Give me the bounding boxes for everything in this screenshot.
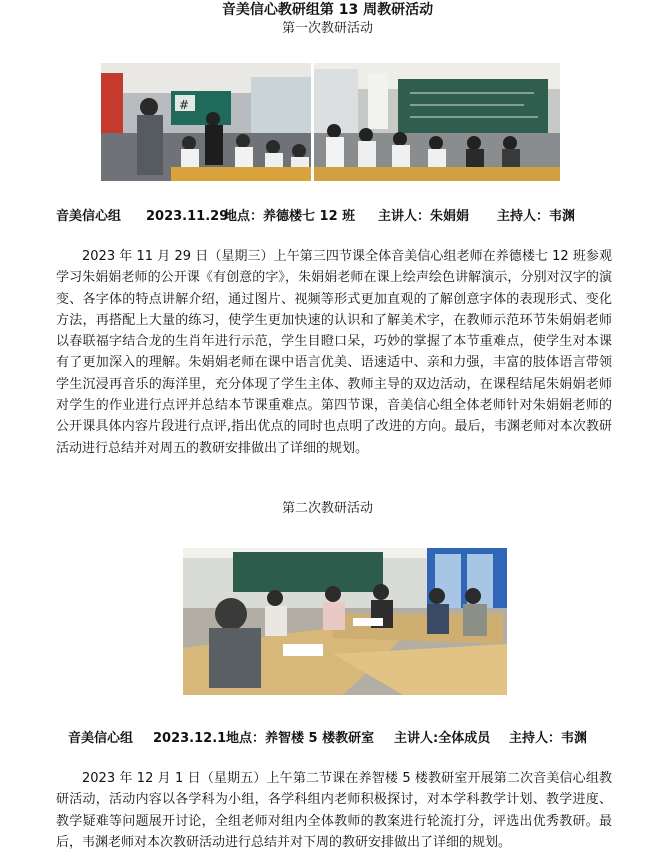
section-heading-second: 第二次教研活动 bbox=[281, 501, 373, 516]
activity2-paragraph: 2023 年 12 月 1 日（星期五）上午第二节课在养智楼 5 楼教研室开展第二次音美信心组教研活动，活动内容以各学科为小组，各学科组内老师积极探讨，对本学科教学计划、教学进度、教学疑难等问题展开讨论，全组老师对组内全体教师的教案进行轮流打分，评选出优秀教研。最后，韦渊老师对本次教研活动进行总结并对下周的教研安排做出了详细的规划。 bbox=[56, 771, 612, 850]
activity2-meta bbox=[0, 730, 655, 747]
activity1-group: 音美信心组 bbox=[56, 209, 122, 224]
classroom-photo-right bbox=[314, 63, 560, 181]
activity2-body bbox=[56, 768, 612, 853]
activity1-date: 2023.11.29 bbox=[146, 209, 229, 224]
page-title: 音美信心教研组第 13 周教研活动 bbox=[221, 2, 434, 18]
meeting-photo bbox=[183, 548, 507, 695]
activity2-host: 主持人：韦渊 bbox=[509, 731, 588, 746]
activity1-paragraph: 2023 年 11 月 29 日（星期三）上午第三四节课全体音美信心组老师在养德楼七 12 班参观学习朱娟娟老师的公开课《有创意的字》，朱娟娟老师在课上绘声绘色讲解演示，分别对汉字的演变、各字体的特点讲解介绍，通过图片、视频等形式更加直观的了解创意字体的表现形式、变化方法，再搭配上大量的练习，使学生更加快速的认识和了解美术字，在教师示范环节朱娟娟老师以春联福字结合龙的生肖年进行示范，学生目瞪口呆，巧妙的掌握了本节重难点，使学生对本课有了更加深入的理解。朱娟娟老师在课中语言优美、语速适中、亲和力强，丰富的肢体语言带领学生沉浸再音乐的海洋里，充分体现了学生主体、教师主导的双边活动，在课程结尾朱娟娟老师对学生的作业进行点评并总结本节课重难点。第四节课，音美信心组全体老师针对朱娟娟老师的公开课具体内容片段进行点评,指出优点的同时也点明了改进的方向。最后，韦渊老师对本次教研活动进行总结并对周五的教研安排做出了详细的规划。 bbox=[56, 249, 612, 456]
svg-text:#: # bbox=[179, 98, 190, 112]
activity2-location: 地点：养智楼 5 楼教研室 bbox=[226, 731, 375, 746]
activity1-meta bbox=[0, 208, 655, 225]
activity2-group: 音美信心组 bbox=[68, 731, 134, 746]
activity1-host: 主持人：韦渊 bbox=[497, 209, 576, 224]
activity2-date: 2023.12.1 bbox=[153, 731, 227, 746]
classroom-photo-left bbox=[101, 63, 311, 181]
activity1-speaker: 主讲人：朱娟娟 bbox=[378, 209, 470, 224]
activity1-location: 地点：养德楼七 12 班 bbox=[224, 209, 356, 224]
activity2-speaker: 主讲人:全体成员 bbox=[394, 731, 491, 746]
section-heading-first: 第一次教研活动 bbox=[281, 21, 373, 36]
activity1-body bbox=[56, 246, 612, 459]
